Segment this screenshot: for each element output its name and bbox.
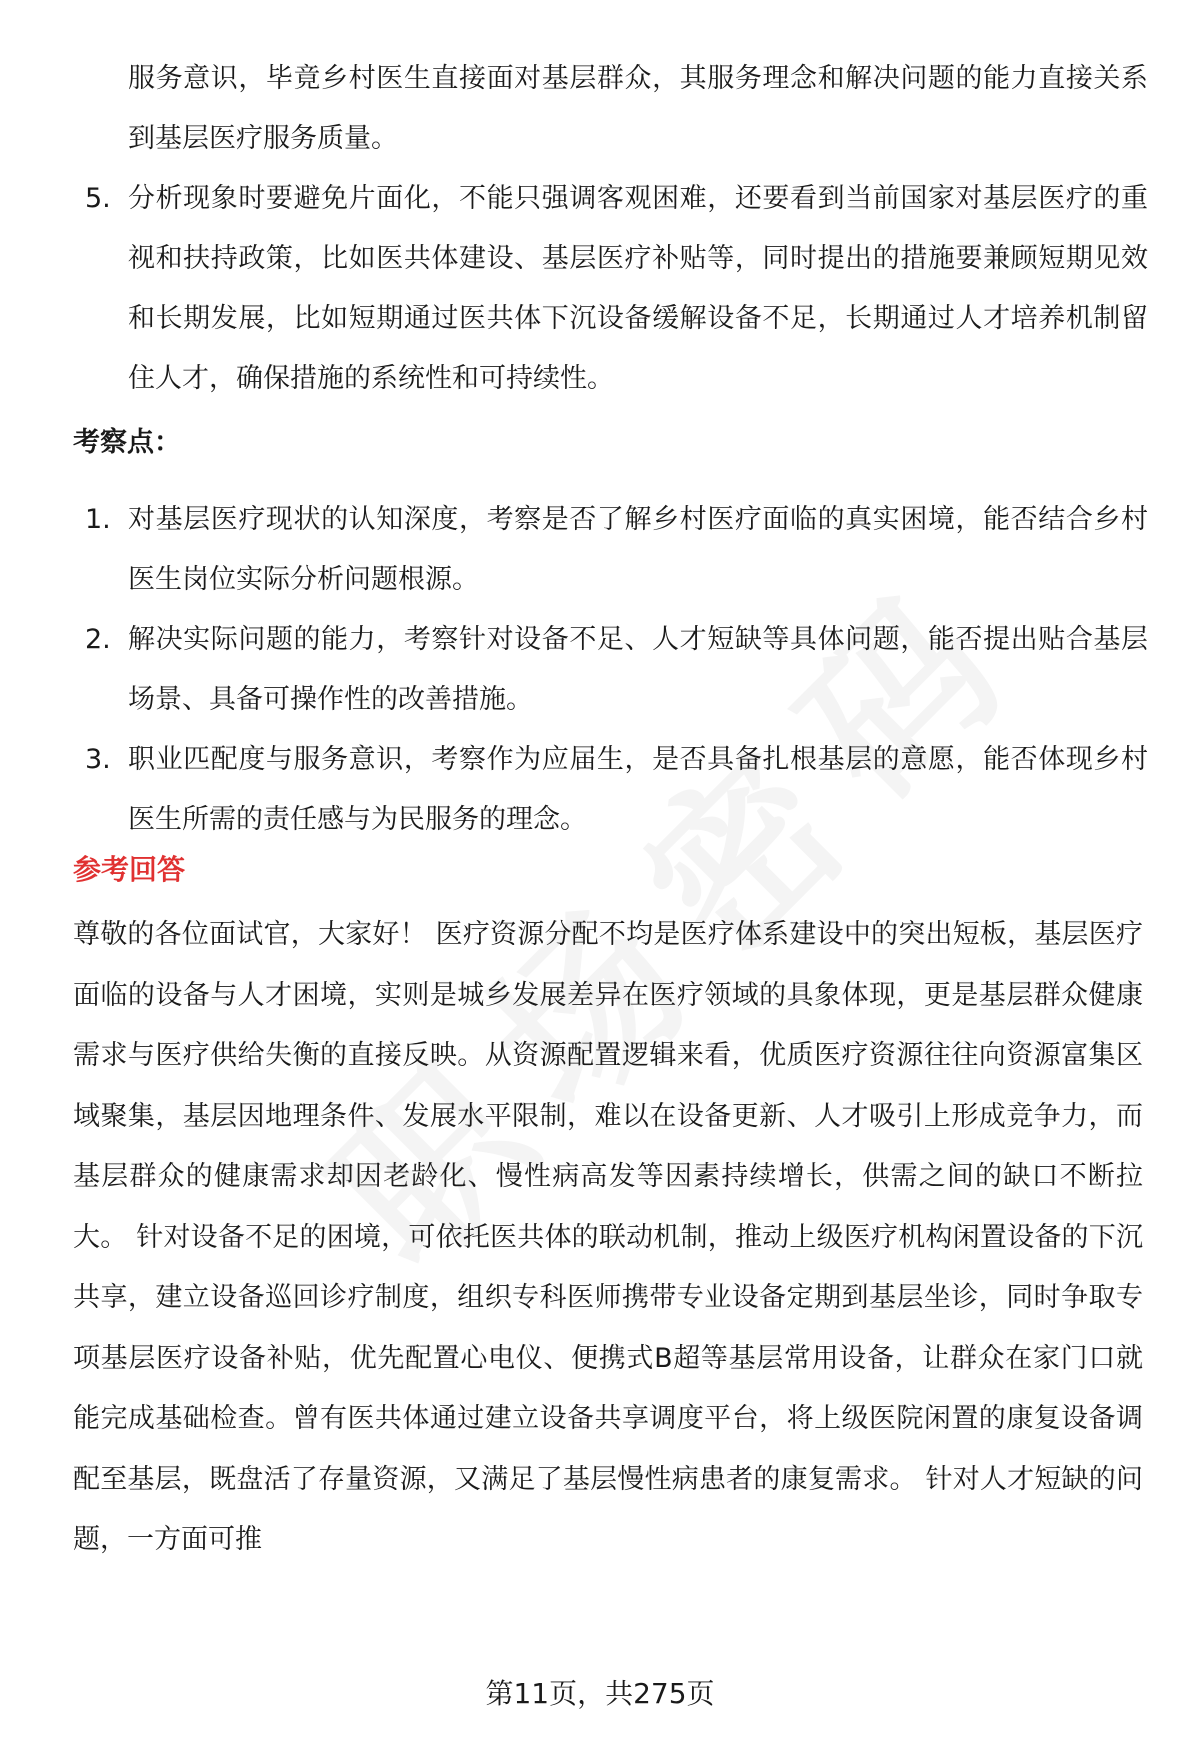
list-item xyxy=(0,730,1200,850)
reference-answer-body: 尊敬的各位面试官，大家好！ 医疗资源分配不均是医疗体系建设中的突出短板，基层医疗面临的设备与人才困境，实则是城乡发展差异在医疗领域的具象体现，更是基层群众健康需求与医疗供给失衡的直接反映。从资源配置逻辑来看，优质医疗资源往往向资源富集区域聚集，基层因地理条件、发展水平限制，难以在设备更新、人才吸引上形成竞争力，而基层群众的健康需求却因老龄化、慢性病高发等因素持续增长，供需之间的缺口不断拉大。 针对设备不足的困境，可依托医共体的联动机制，推动上级医疗机构闲置设备的下沉共享，建立设备巡回诊疗制度，组织专科医师携带专业设备定期到基层坐诊，同时争取专项基层医疗设备补贴，优先配置心电仪、便携式B超等基层常用设备，让群众在家门口就能完成基础检查。曾有医共体通过建立设备共享调度平台，将上级医院闲置的康复设备调配至基层，既盘活了存量资源，又满足了基层慢性病患者的康复需求。 针对人才短缺的问题，一方面可推 xyxy=(73,919,1143,1555)
list-item xyxy=(0,49,1200,169)
list-item-number: 3. xyxy=(85,744,111,775)
page-number-footer: 第11页，共275页 xyxy=(485,1677,715,1710)
list-item xyxy=(0,169,1200,409)
list-item-text: 解决实际问题的能力，考察针对设备不足、人才短缺等具体问题，能否提出贴合基层场景、具备可操作性的改善措施。 xyxy=(128,624,1148,715)
list-item-number: 5. xyxy=(85,183,111,214)
list-item-number: 2. xyxy=(85,624,111,655)
list-item-text: 对基层医疗现状的认知深度，考察是否了解乡村医疗面临的真实困境，能否结合乡村医生岗位实际分析问题根源。 xyxy=(128,504,1148,595)
list-item xyxy=(0,610,1200,730)
tips-list xyxy=(0,169,1200,409)
list-item xyxy=(0,490,1200,610)
list-item-text: 分析现象时要避免片面化，不能只强调客观困难，还要看到当前国家对基层医疗的重视和扶持政策，比如医共体建设、基层医疗补贴等，同时提出的措施要兼顾短期见效和长期发展，比如短期通过医共体下沉设备缓解设备不足，长期通过人才培养机制留住人才，确保措施的系统性和可持续性。 xyxy=(128,183,1148,394)
list-item-number: 1. xyxy=(85,504,111,535)
list-item-text: 职业匹配度与服务意识，考察作为应届生，是否具备扎根基层的意愿，能否体现乡村医生所需的责任感与为民服务的理念。 xyxy=(128,744,1148,835)
reference-answer-heading: 参考回答 xyxy=(73,853,186,886)
exam-points-heading: 考察点： xyxy=(73,427,181,458)
list-item-text: 服务意识，毕竟乡村医生直接面对基层群众，其服务理念和解决问题的能力直接关系到基层医疗服务质量。 xyxy=(128,63,1148,154)
exam-points-list xyxy=(0,490,1200,850)
continued-list-item xyxy=(0,49,1200,169)
